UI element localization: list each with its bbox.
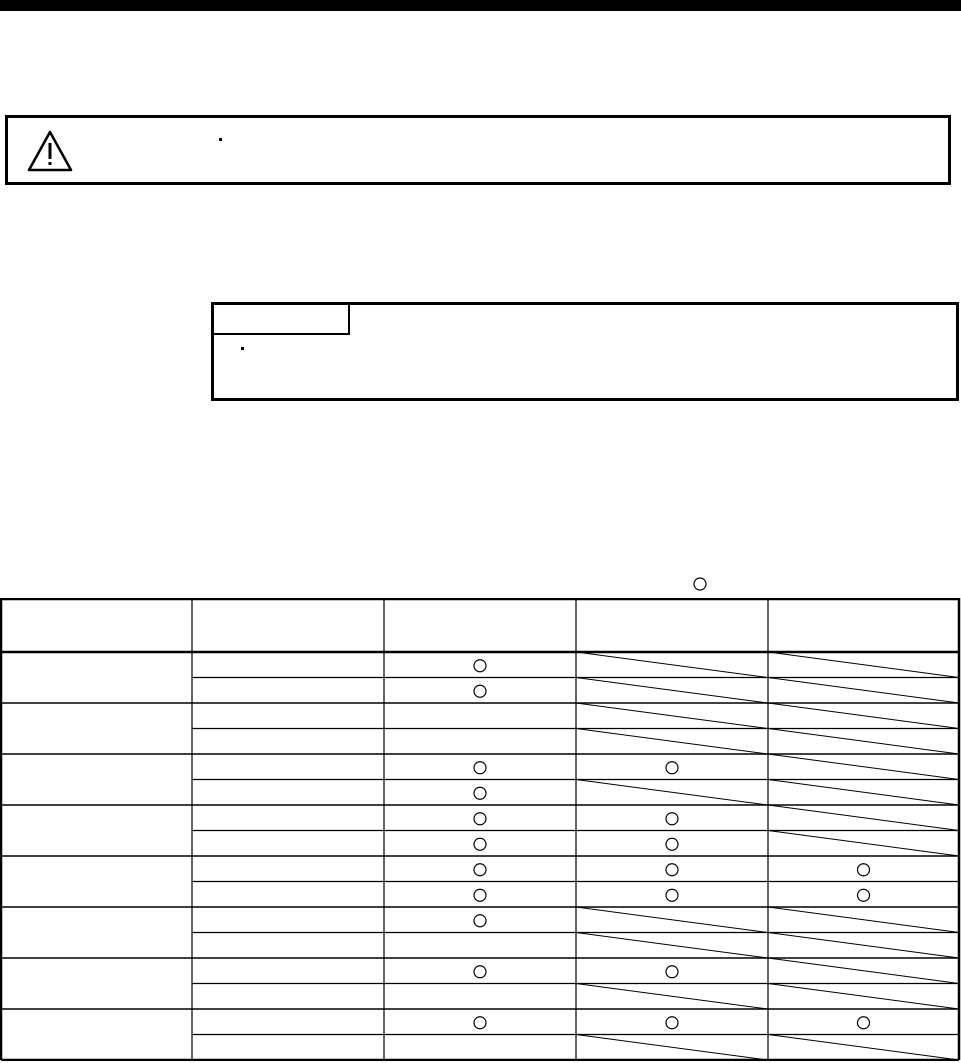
circle-mark-icon bbox=[474, 889, 486, 901]
not-applicable-slash bbox=[576, 703, 768, 729]
compatibility-table bbox=[0, 598, 961, 1061]
circle-mark-icon bbox=[858, 864, 870, 876]
not-applicable-slash bbox=[768, 933, 959, 959]
caution-box bbox=[5, 115, 951, 185]
not-applicable-slash bbox=[768, 958, 959, 984]
circle-mark-icon bbox=[666, 864, 678, 876]
circle-mark-icon bbox=[693, 577, 707, 591]
circle-mark-icon bbox=[666, 889, 678, 901]
not-applicable-slash bbox=[576, 678, 768, 704]
not-applicable-slash bbox=[768, 907, 959, 933]
circle-mark-icon bbox=[474, 966, 486, 978]
circle-mark-icon bbox=[858, 1017, 870, 1029]
not-applicable-slash bbox=[576, 984, 768, 1010]
not-applicable-slash bbox=[768, 754, 959, 780]
not-applicable-slash bbox=[768, 780, 959, 806]
not-applicable-slash bbox=[768, 1035, 959, 1061]
circle-mark-icon bbox=[474, 915, 486, 927]
bullet-dot bbox=[241, 347, 244, 350]
not-applicable-slash bbox=[576, 907, 768, 933]
circle-mark-icon bbox=[474, 1017, 486, 1029]
circle-mark-icon bbox=[666, 838, 678, 850]
not-applicable-slash bbox=[768, 805, 959, 831]
table-grid bbox=[0, 598, 961, 1061]
circle-mark-icon bbox=[474, 787, 486, 799]
circle-mark-icon bbox=[474, 762, 486, 774]
circle-mark-icon bbox=[474, 838, 486, 850]
circle-mark-icon bbox=[474, 813, 486, 825]
not-applicable-slash bbox=[768, 729, 959, 755]
not-applicable-slash bbox=[768, 703, 959, 729]
circle-mark-icon bbox=[858, 889, 870, 901]
circle-mark-icon bbox=[474, 660, 486, 672]
point-tab bbox=[214, 305, 350, 335]
point-box bbox=[211, 302, 959, 401]
not-applicable-slash bbox=[768, 678, 959, 704]
circle-mark-icon bbox=[474, 685, 486, 697]
not-applicable-slash bbox=[576, 729, 768, 755]
not-applicable-slash bbox=[768, 984, 959, 1010]
not-applicable-slash bbox=[576, 933, 768, 959]
not-applicable-slash bbox=[768, 831, 959, 857]
not-applicable-slash bbox=[576, 1035, 768, 1061]
circle-mark-icon bbox=[666, 966, 678, 978]
circle-mark-icon bbox=[666, 813, 678, 825]
not-applicable-slash bbox=[768, 652, 959, 678]
bullet-dot bbox=[219, 138, 222, 141]
circle-mark-icon bbox=[666, 1017, 678, 1029]
warning-triangle-icon bbox=[27, 130, 73, 172]
not-applicable-slash bbox=[576, 652, 768, 678]
header-bar bbox=[0, 0, 961, 11]
circle-mark-icon bbox=[666, 762, 678, 774]
not-applicable-slash bbox=[576, 780, 768, 806]
circle-mark-icon bbox=[474, 864, 486, 876]
